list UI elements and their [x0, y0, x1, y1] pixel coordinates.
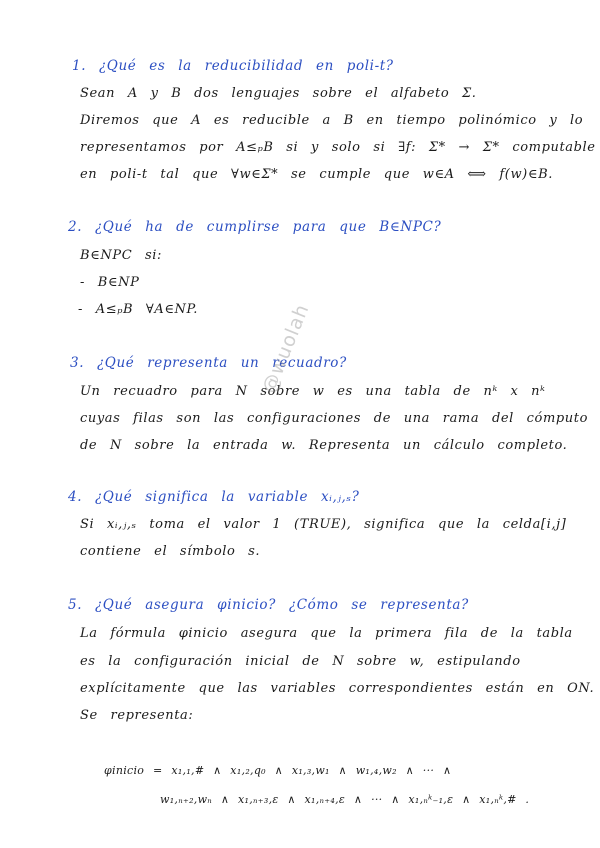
answer-2-line-1: B∈NPC si:: [80, 248, 162, 263]
answer-3-line-1: Un recuadro para N sobre w es una tabla de nᵏ x nᵏ: [80, 384, 546, 399]
answer-1-line-3: representamos por A≤ₚB si y solo si ∃f: Σ* → Σ* computable: [80, 140, 596, 155]
answer-2-line-3: - A≤ₚB ∀A∈NP.: [78, 302, 198, 317]
question-3: 3. ¿Qué representa un recuadro?: [70, 355, 347, 371]
answer-5-line-2: es la configuración inicial de N sobre w, estipulando: [80, 654, 521, 669]
formula-line-1: φinicio = x₁,₁,# ∧ x₁,₂,q₀ ∧ x₁,₃,w₁ ∧ w₁,₄,w₂ ∧ ··· ∧: [104, 764, 452, 777]
formula-line-2: w₁,ₙ₊₂,wₙ ∧ x₁,ₙ₊₃,ε ∧ x₁,ₙ₊₄,ε ∧ ··· ∧ x₁,ₙᵏ₋₁,ε ∧ x₁,ₙᵏ,# .: [160, 793, 530, 806]
answer-4-line-1: Si xᵢ,ⱼ,ₛ toma el valor 1 (TRUE), significa que la celda[i,j]: [80, 517, 567, 532]
answer-5-line-1: La fórmula φinicio asegura que la primera fila de la tabla: [80, 626, 573, 641]
question-5: 5. ¿Qué asegura φinicio? ¿Cómo se representa?: [68, 597, 469, 613]
answer-3-line-2: cuyas filas son las configuraciones de una rama del cómputo: [80, 411, 589, 426]
question-2: 2. ¿Qué ha de cumplirse para que B∈NPC?: [68, 219, 442, 235]
answer-1-line-1: Sean A y B dos lenguajes sobre el alfabeto Σ.: [80, 86, 477, 101]
answer-4-line-2: contiene el símbolo s.: [80, 544, 261, 559]
answer-3-line-3: de N sobre la entrada w. Representa un cálculo completo.: [80, 438, 568, 453]
answer-5-line-4: Se representa:: [80, 708, 194, 723]
answer-1-line-2: Diremos que A es reducible a B en tiempo polinómico y lo: [80, 113, 584, 128]
answer-5-line-3: explícitamente que las variables correspondientes están en ON.: [80, 681, 595, 696]
question-1: 1. ¿Qué es la reducibilidad en poli-t?: [72, 58, 394, 74]
answer-1-line-4: en poli-t tal que ∀w∈Σ* se cumple que w∈A ⟺ f(w)∈B.: [80, 167, 553, 182]
answer-2-line-2: - B∈NP: [80, 275, 140, 290]
watermark: @wuolah: [258, 300, 314, 397]
question-4: 4. ¿Qué significa la variable xᵢ,ⱼ,ₛ?: [68, 489, 360, 505]
